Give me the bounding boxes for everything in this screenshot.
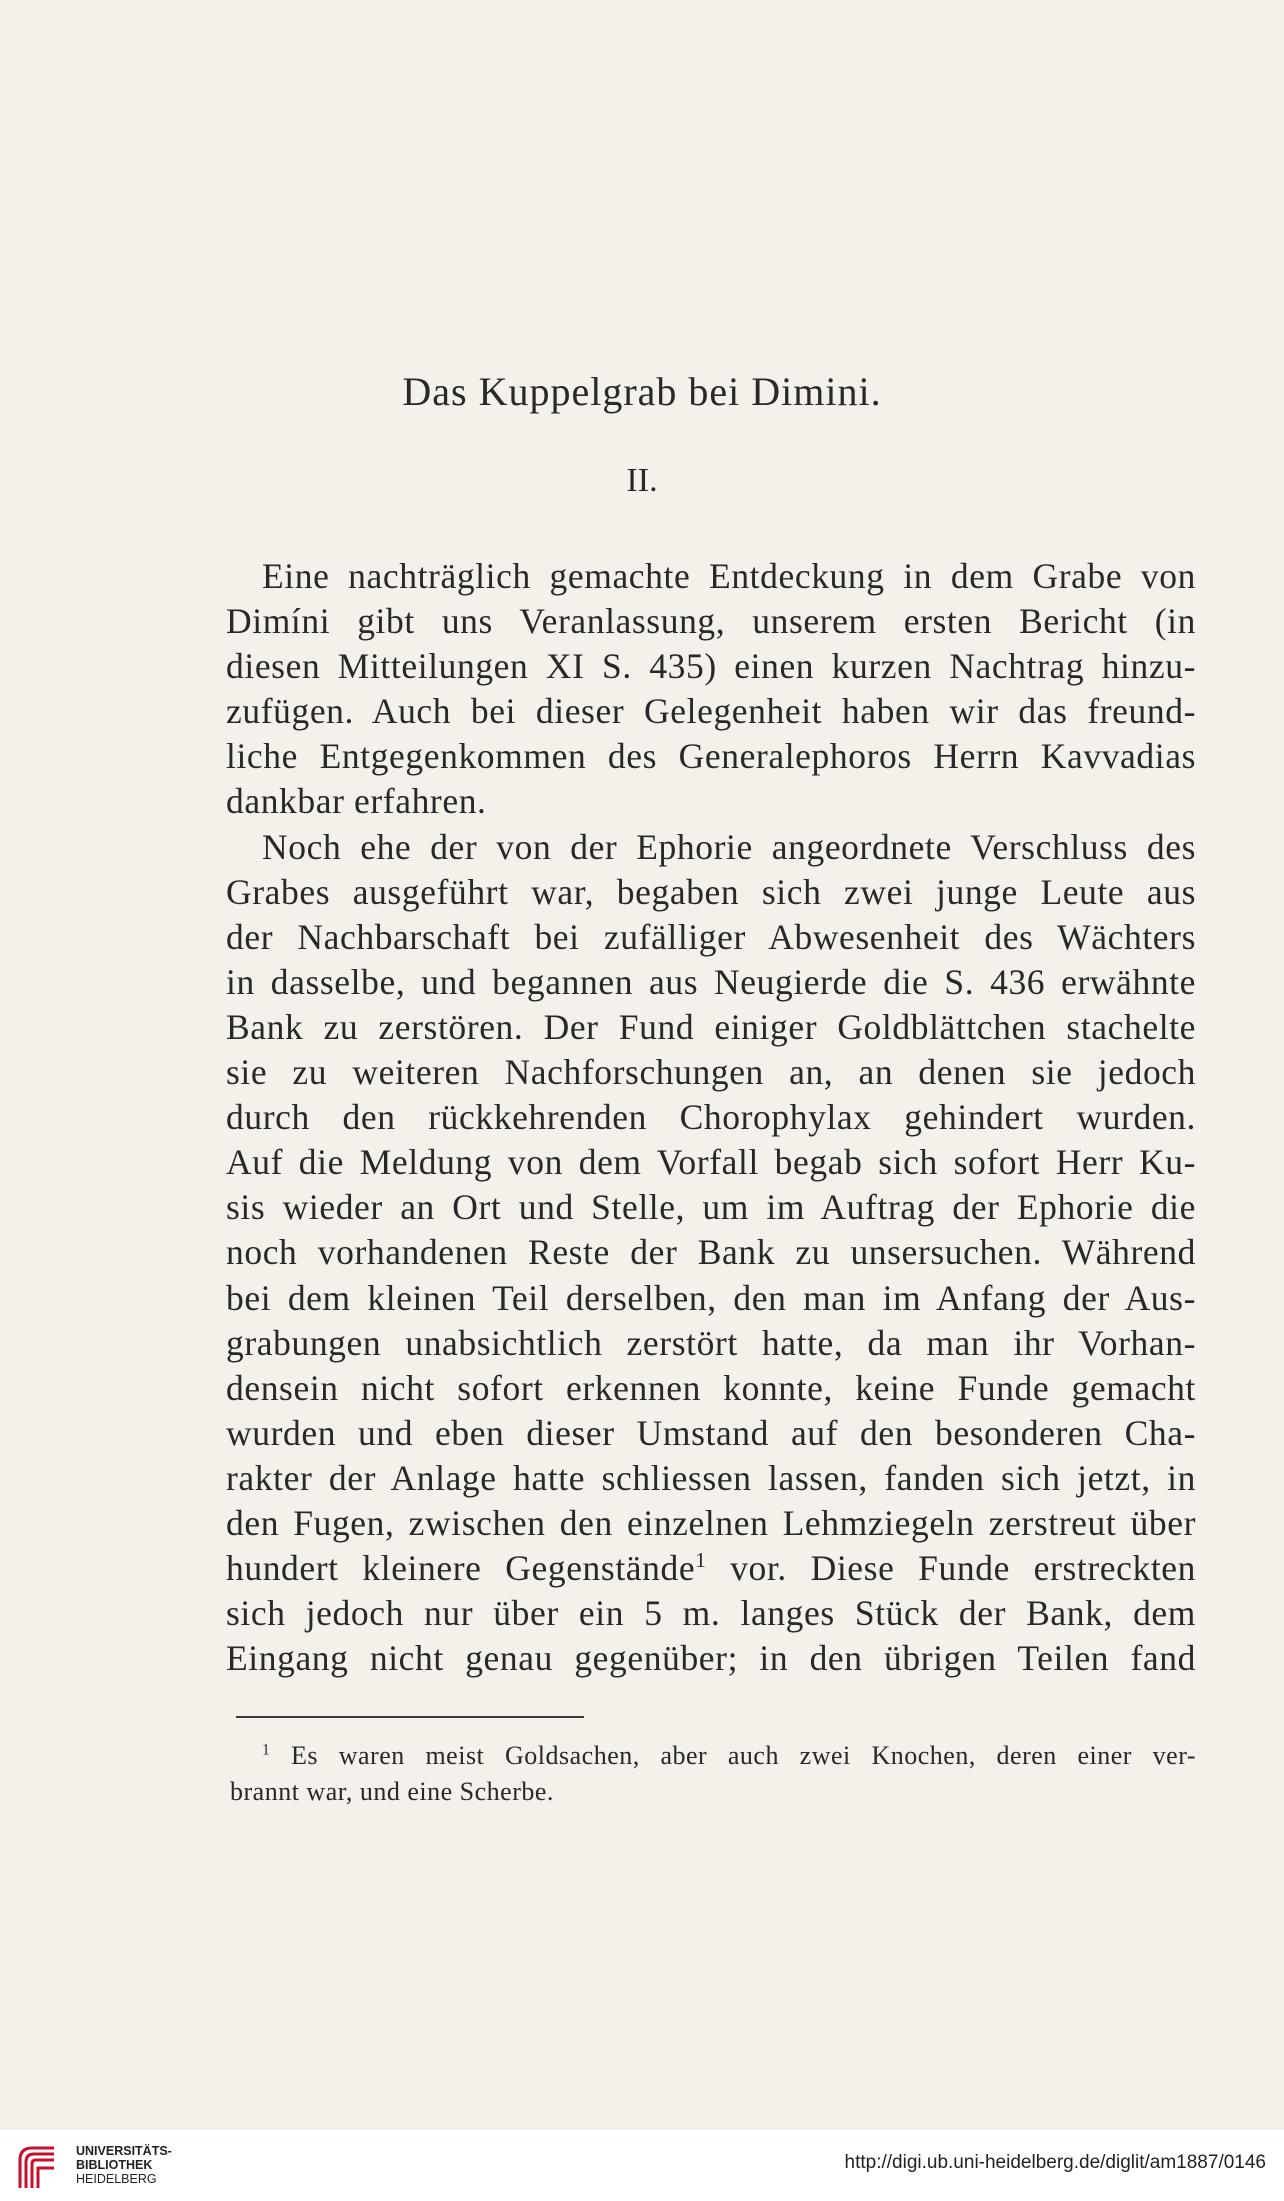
body-text: [226, 554, 1196, 1681]
library-name-line: HEIDELBERG: [76, 2172, 157, 2186]
footnote-text: Es waren meist Goldsachen, aber auch zwei Knochen, deren einer ver-: [291, 1741, 1197, 1770]
text-line: Dimíni gibt uns Veranlassung, unserem ersten Bericht (in: [226, 601, 1196, 642]
footnote-line: brannt war, und eine Scherbe.: [230, 1777, 554, 1806]
text-line: noch vorhandenen Reste der Bank zu unsersuchen. Während: [226, 1232, 1196, 1273]
text-line: Auf die Meldung von dem Vorfall begab sich sofort Herr Ku-: [226, 1142, 1196, 1183]
text-line: in dasselbe, und begannen aus Neugierde die S. 436 erwähnte: [226, 961, 1196, 1002]
text-line: den Fugen, zwischen den einzelnen Lehmziegeln zerstreut über: [226, 1502, 1196, 1543]
text-line: dankbar erfahren.: [226, 781, 487, 822]
text-line: diesen Mitteilungen XI S. 435) einen kurzen Nachtrag hinzu-: [226, 646, 1196, 687]
footnote-marker: 1: [262, 1741, 271, 1759]
library-name: [76, 2144, 172, 2186]
footnote-reference[interactable]: 1: [695, 1548, 707, 1573]
permalink-url[interactable]: http://digi.ub.uni-heidelberg.de/diglit/am1887/0146: [844, 2152, 1266, 2173]
text-line: sis wieder an Ort und Stelle, um im Auftrag der Ephorie die: [226, 1187, 1196, 1228]
footnote: [230, 1738, 1196, 1810]
text-line: sich jedoch nur über ein 5 m. langes Stück der Bank, dem: [226, 1593, 1196, 1634]
text-line: rakter der Anlage hatte schliessen lassen, fanden sich jetzt, in: [226, 1457, 1196, 1498]
text-line: Eingang nicht genau gegenüber; in den übrigen Teilen fand: [226, 1638, 1196, 1679]
text-line: grabungen unabsichtlich zerstört hatte, da man ihr Vorhan-: [226, 1322, 1196, 1363]
section-number: II.: [626, 462, 658, 499]
page-title: Das Kuppelgrab bei Dimini.: [402, 369, 882, 414]
text-line: Bank zu zerstören. Der Fund einiger Goldblättchen stachelte: [226, 1006, 1196, 1047]
text-line: densein nicht sofort erkennen konnte, keine Funde gemacht: [226, 1367, 1196, 1408]
text-line: der Nachbarschaft bei zufälliger Abwesenheit des Wächters: [226, 916, 1196, 957]
ub-heidelberg-logo-icon[interactable]: [14, 2140, 60, 2192]
text-line: Grabes ausgeführt war, begaben sich zwei junge Leute aus: [226, 871, 1196, 912]
text-segment: vor. Diese Funde erstreckten: [706, 1548, 1196, 1589]
footnote-line: [230, 1738, 1196, 1774]
text-line: liche Entgegenkommen des Generalephoros Herrn Kavvadias: [226, 736, 1196, 777]
text-line: sie zu weiteren Nachforschungen an, an denen sie jedoch: [226, 1052, 1196, 1093]
text-line: wurden und eben dieser Umstand auf den besonderen Cha-: [226, 1412, 1196, 1453]
text-line: bei dem kleinen Teil derselben, den man im Anfang der Aus-: [226, 1277, 1196, 1318]
footnote-divider: [236, 1716, 584, 1718]
text-line-with-footnote-ref: [226, 1546, 1196, 1591]
text-line: Eine nachträglich gemachte Entdeckung in dem Grabe von: [262, 556, 1196, 596]
text-segment: hundert kleinere Gegenstände: [226, 1548, 696, 1589]
text-line: zufügen. Auch bei dieser Gelegenheit haben wir das freund-: [226, 691, 1196, 732]
text-line: Noch ehe der von der Ephorie angeordnete Verschluss des: [262, 826, 1196, 867]
text-line: durch den rückkehrenden Chorophylax gehindert wurden.: [226, 1097, 1196, 1138]
library-name-line: BIBLIOTHEK: [76, 2158, 153, 2172]
library-name-line: UNIVERSITÄTS-: [76, 2144, 172, 2158]
